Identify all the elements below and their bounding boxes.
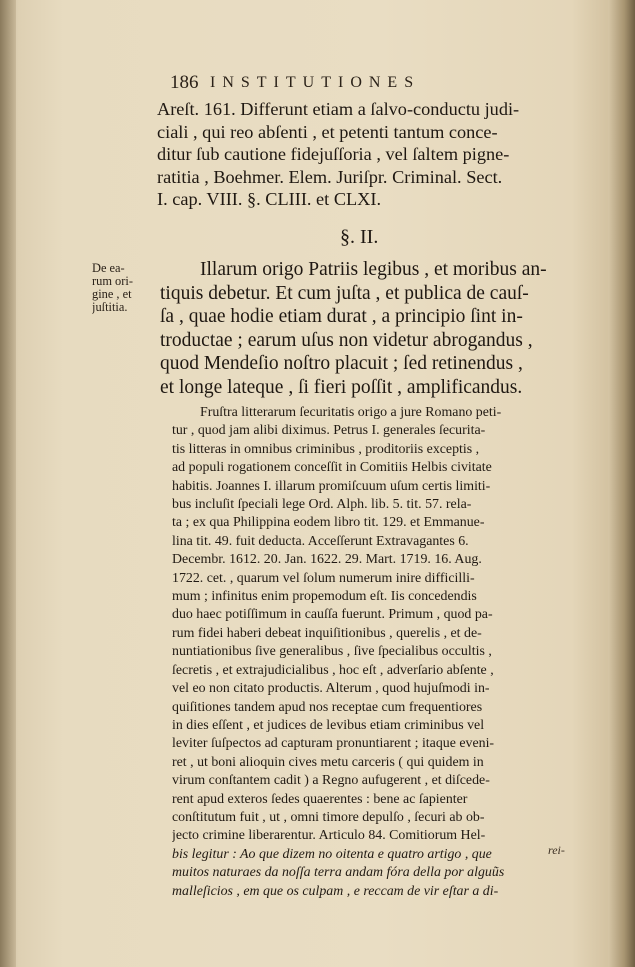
note-line: leviter ſuſpectos ad capturam pronuntiarent ; itaque eveni- bbox=[172, 736, 495, 752]
text-line: quod Mendeſio noſtro placuit ; ſed retinendus , bbox=[160, 353, 523, 374]
footnote-block bbox=[172, 404, 586, 901]
note-line: nuntiationibus ſive generalibus , ſive ſpecialibus occultis , bbox=[172, 644, 492, 660]
note-line: 1722. cet. , quarum vel ſolum numerum inire difficilli- bbox=[172, 570, 475, 586]
text-line: tiquis debetur. Et cum juſta , et publica de cauſ- bbox=[160, 282, 529, 304]
note-line: mum ; infinitus enim propemodum eſt. Iis concedendis bbox=[172, 589, 477, 605]
continued-paragraph bbox=[157, 98, 577, 211]
note-line: muitos naturaes da noſſa terra andam fóra della por alguũs bbox=[172, 865, 505, 881]
note-line: ret , ut boni alioquin cives metu carceris ( qui quidem in bbox=[172, 754, 484, 770]
page-number: 186 bbox=[170, 72, 199, 93]
section-heading: §. II. bbox=[340, 226, 379, 248]
text-line: I. cap. VIII. §. CLIII. et CLXI. bbox=[157, 189, 382, 209]
note-line: bis legitur : Ao que dizem no oitenta e quatro artigo , que bbox=[172, 846, 492, 862]
running-head: INSTITUTIONES bbox=[210, 74, 421, 91]
text-line: Illarum origo Patriis legibus , et moribus an- bbox=[200, 259, 547, 280]
text-line: ratitia , Boehmer. Elem. Juriſpr. Criminal. Sect. bbox=[157, 166, 503, 187]
note-line: in dies eſſent , et judices de levibus etiam criminibus vel bbox=[172, 717, 485, 733]
note-line: bus incluſit ſpeciali lege Ord. Alph. lib. 5. tit. 57. rela- bbox=[172, 497, 472, 513]
text-line: ciali , qui reo abſenti , et petenti tantum conce- bbox=[157, 121, 498, 142]
note-line: duo haec potiſſimum in cauſſa fuerunt. Primum , quod pa- bbox=[172, 607, 493, 623]
note-line: Fruſtra litterarum ſecuritatis origo a jure Romano peti- bbox=[200, 405, 502, 420]
page-header bbox=[170, 72, 510, 98]
note-line: quiſitiones tandem apud nos receptae cum frequentiores bbox=[172, 699, 483, 715]
note-line: jecto crimine liberarentur. Articulo 84. Comitiorum Hel- bbox=[172, 828, 486, 844]
note-line: ad populi rogationem conceſſit in Comitiis Helbis civitate bbox=[172, 460, 492, 476]
margin-note-line: gine , et bbox=[92, 288, 132, 301]
note-line: virum conſtantem cadit ) a Regno aufugerent , et diſcede- bbox=[172, 773, 490, 789]
note-line: habitis. Joannes I. illarum promiſcuum uſum certis limiti- bbox=[172, 478, 491, 494]
note-line: tur , quod jam alibi diximus. Petrus I. generales ſecurita- bbox=[172, 423, 486, 439]
text-line: ditur ſub cautione fidejuſſoria , vel ſaltem pigne- bbox=[157, 144, 510, 164]
note-line: malleſicios , em que os culpam , e reccam de vir eſtar a di- bbox=[172, 883, 499, 899]
note-line: Decembr. 1612. 20. Jan. 1622. 29. Mart. 1719. 16. Aug. bbox=[172, 552, 482, 568]
note-line: ſecretis , et extrajudicialibus , hoc eſt , adverſario abſente , bbox=[172, 662, 494, 678]
margin-note bbox=[92, 262, 154, 314]
note-line: ta ; ex qua Philippina eodem libro tit. 129. et Emmanue- bbox=[172, 515, 485, 531]
text-line: Areſt. 161. Differunt etiam a ſalvo-conductu judi- bbox=[157, 99, 520, 119]
note-line: rum fidei haberi debeat inquiſitionibus , querelis , et de- bbox=[172, 625, 482, 641]
page-gutter bbox=[0, 0, 16, 967]
note-line: lina tit. 49. fuit deducta. Acceſſerunt Extravagantes 6. bbox=[172, 533, 469, 549]
note-line: conſtitutum fuit , ut , omni timore depulſo , ſecuri ab ob- bbox=[172, 809, 485, 825]
note-line: tis litteras in omnibus criminibus , proditoriis exceptis , bbox=[172, 441, 480, 457]
margin-note-line: De ea- bbox=[92, 262, 125, 275]
main-paragraph bbox=[160, 258, 590, 399]
text-line: ſa , quae hodie etiam durat , a principio ſint in- bbox=[160, 306, 523, 327]
margin-note-line: juſtitia. bbox=[92, 301, 128, 314]
margin-note-line: rum ori- bbox=[92, 275, 133, 288]
note-line: vel eo non citato productis. Alterum , quod hujuſmodi in- bbox=[172, 681, 490, 697]
text-line: et longe lateque , ſi fieri poſſit , amplificandus. bbox=[160, 376, 523, 398]
page-edge bbox=[608, 0, 635, 967]
text-line: troductae ; earum uſus non videtur abrogandus , bbox=[160, 329, 533, 351]
catchword: rei- bbox=[548, 843, 565, 857]
note-line: rent apud exteros ſedes quaerentes : bene ac ſapienter bbox=[172, 791, 468, 807]
